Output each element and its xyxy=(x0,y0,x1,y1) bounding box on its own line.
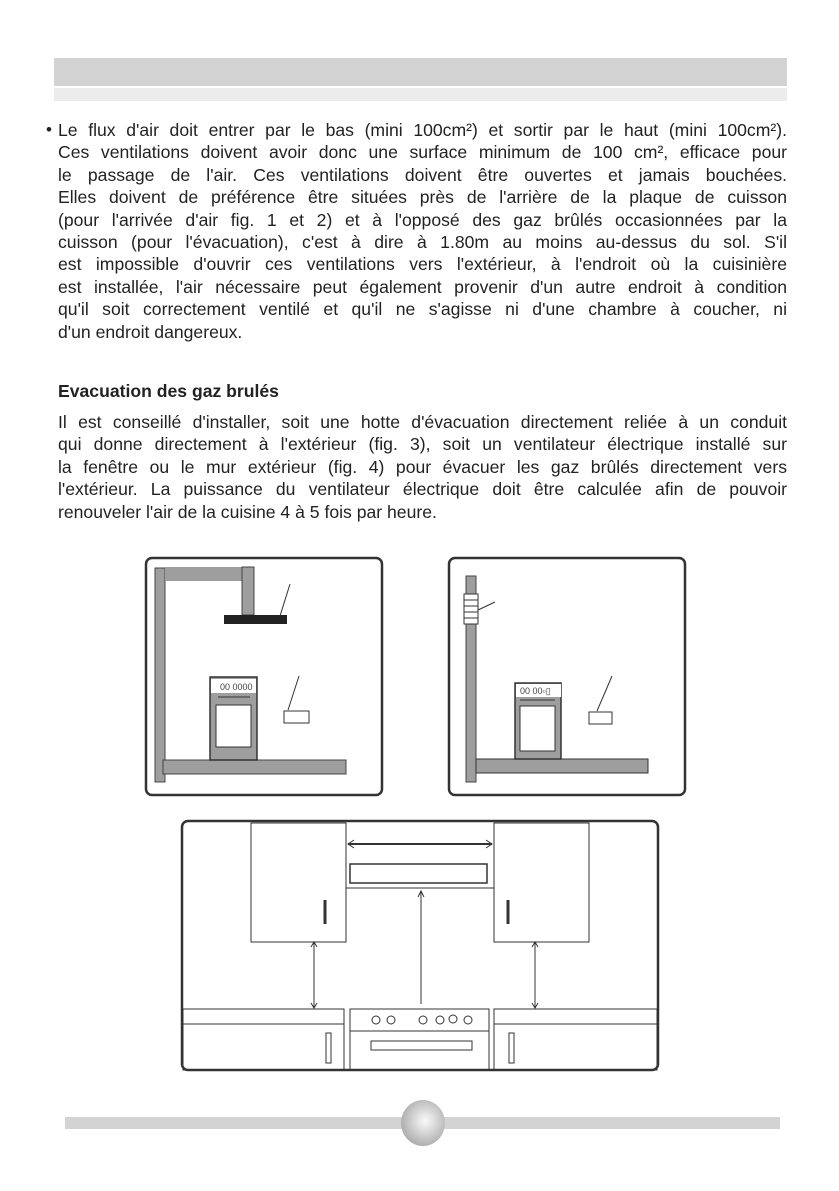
text-line: Le flux d'air doit entrer par le bas (mini 100cm²) et sortir par le haut (mini 100cm²). xyxy=(58,120,787,140)
text-line: est installée, l'air nécessaire peut également provenir d'un autre endroit à condition xyxy=(58,276,787,297)
text-line: d'un endroit dangereux. xyxy=(58,321,243,342)
text-line: le passage de l'air. Ces ventilations doivent être ouvertes et jamais bouchées. xyxy=(58,164,787,185)
footer-page-circle xyxy=(401,1100,445,1146)
figure-fan-diagram xyxy=(449,558,685,795)
text-line: l'extérieur. La puissance du ventilateur électrique doit être calculée afin de pouvoir xyxy=(58,479,787,500)
figure-hood-diagram xyxy=(146,558,382,795)
text-line: qui donne directement à l'extérieur (fig. 3), soit un ventilateur électrique installé sur xyxy=(58,434,787,455)
svg-text:00 00▫▯: 00 00▫▯ xyxy=(520,686,551,696)
bullet: • xyxy=(46,120,52,139)
figure-clearance-diagram xyxy=(182,821,658,1070)
text-line: renouveler l'air de la cuisine 4 à 5 fois par heure. xyxy=(58,501,437,522)
text-line: qu'il soit correctement ventilé et qu'il ne s'agisse ni d'une chambre à coucher, ni xyxy=(58,299,787,320)
text-line: cuisson (pour l'évacuation), c'est à dire à 1.80m au moins au-dessus du sol. S'il xyxy=(58,232,787,253)
svg-text:00 0000: 00 0000 xyxy=(220,682,253,692)
section-heading: Evacuation des gaz brulés xyxy=(58,381,279,401)
text-line: (pour l'arrivée d'air fig. 1 et 2) et à l'opposé des gaz brûlés occasionnées par la xyxy=(58,209,787,230)
text-line: Il est conseillé d'installer, soit une hotte d'évacuation directement reliée à un conduit xyxy=(58,412,787,432)
text-line: est impossible d'ouvrir ces ventilations vers l'extérieur, à l'endroit où la cuisinière xyxy=(58,254,787,275)
text-line: la fenêtre ou le mur extérieur (fig. 4) pour évacuer les gaz brûlés directement vers xyxy=(58,456,787,477)
text-line: Ces ventilations doivent avoir donc une surface minimum de 100 cm², efficace pour xyxy=(58,142,787,163)
text-line: Elles doivent de préférence être situées près de l'arrière de la plaque de cuisson xyxy=(58,187,787,208)
